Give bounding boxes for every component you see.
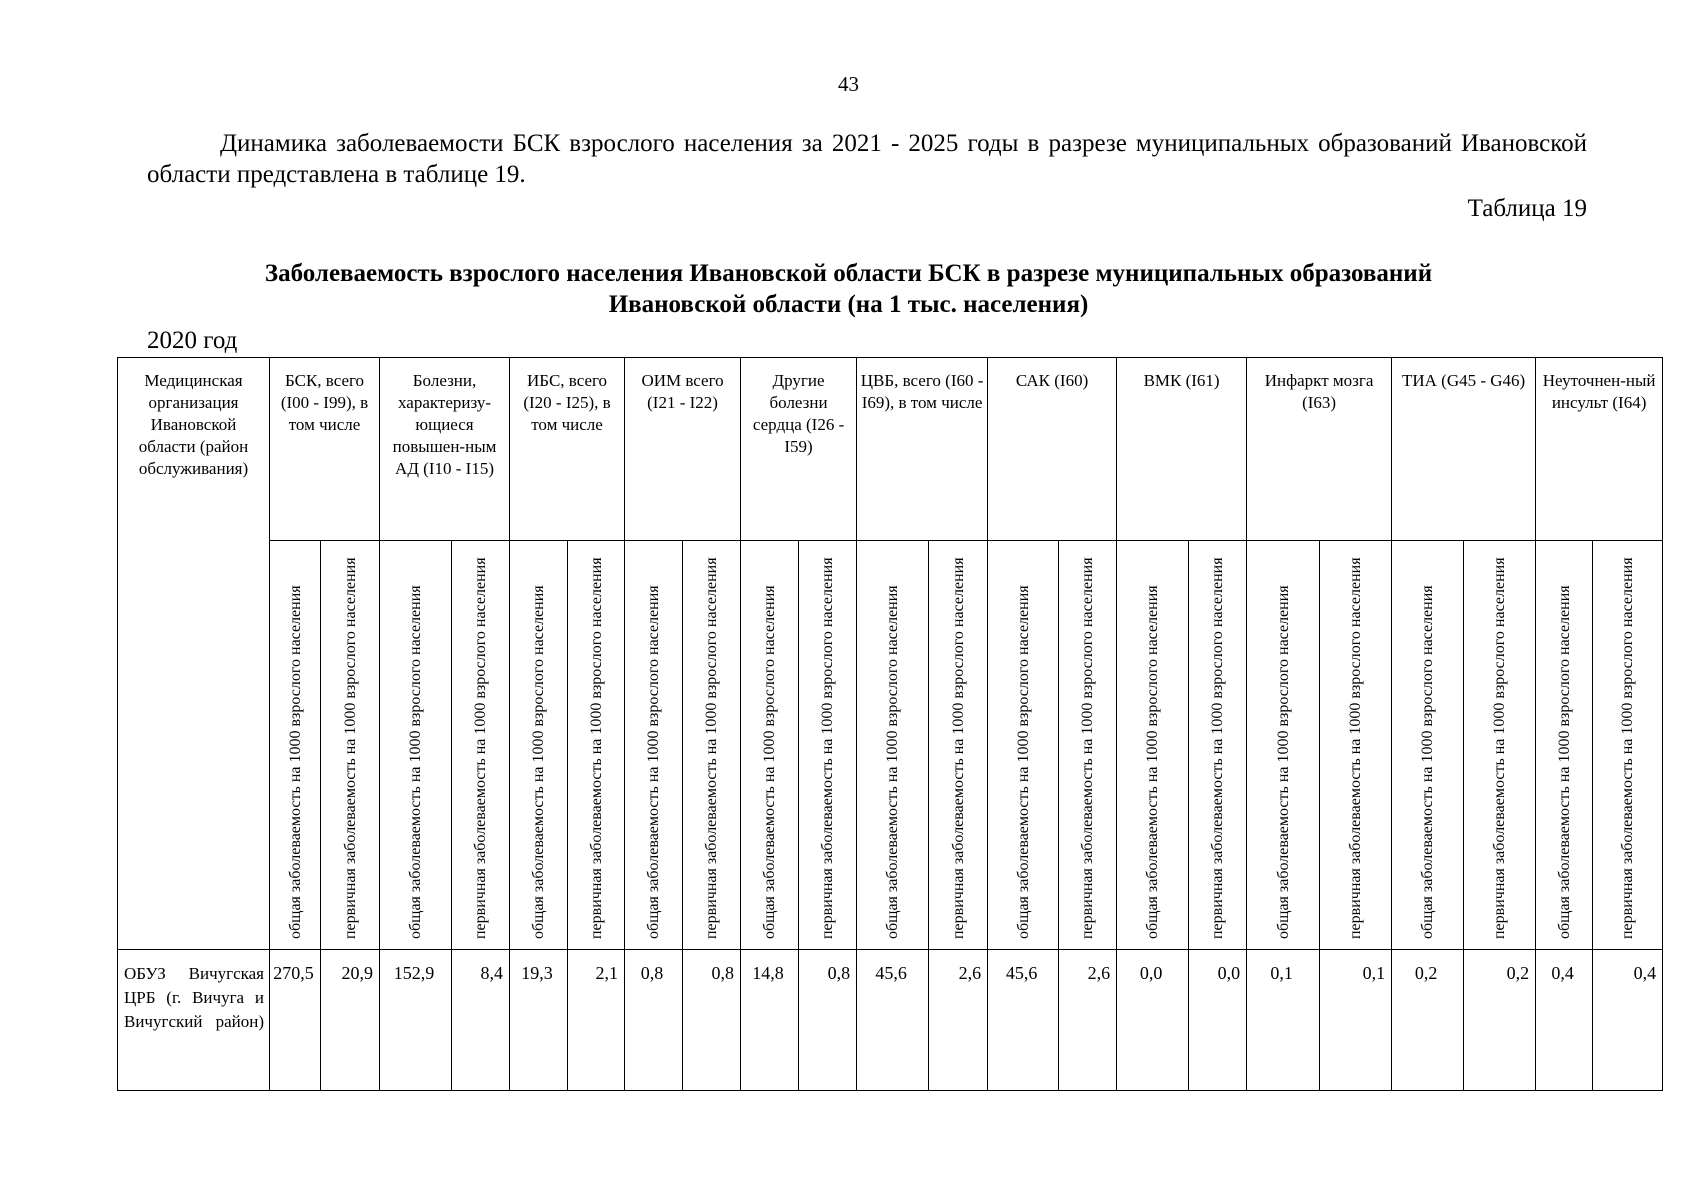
value-cell: 0,2 <box>1392 950 1464 1091</box>
sub-header-row <box>118 541 1663 950</box>
value-cell: 152,9 <box>380 950 452 1091</box>
sub-header-primary: первичная заболеваемость на 1000 взрослого населения <box>1189 541 1247 950</box>
sub-header-primary: первичная заболеваемость на 1000 взрослого населения <box>683 541 741 950</box>
group-header-sak: САК (I60) <box>988 358 1117 541</box>
value-cell: 0,1 <box>1320 950 1392 1091</box>
org-column-header: Медицинская организация Ивановской области (район обслуживания) <box>118 358 270 950</box>
value-cell: 8,4 <box>452 950 510 1091</box>
intro-paragraph: Динамика заболеваемости БСК взрослого населения за 2021 - 2025 годы в разрезе муниципальных образований Ивановской области представлена в таблице 19. <box>147 130 1587 188</box>
group-header-bsk: БСК, всего (I00 - I99), в том числе <box>270 358 380 541</box>
year-label: 2020 год <box>147 327 238 354</box>
sub-header-primary: первичная заболеваемость на 1000 взрослого населения <box>1464 541 1536 950</box>
value-cell: 0,8 <box>683 950 741 1091</box>
value-cell: 270,5 <box>270 950 321 1091</box>
sub-header-general: общая заболеваемость на 1000 взрослого населения <box>270 541 321 950</box>
table-row <box>118 950 1663 1091</box>
sub-header-general: общая заболеваемость на 1000 взрослого населения <box>625 541 683 950</box>
group-header-vmk: ВМК (I61) <box>1117 358 1247 541</box>
table-label: Таблица 19 <box>1467 195 1587 222</box>
sub-header-general: общая заболеваемость на 1000 взрослого населения <box>1117 541 1189 950</box>
group-header-row <box>118 358 1663 541</box>
morbidity-table <box>117 357 1663 1091</box>
page-number: 43 <box>838 72 859 96</box>
table-title <box>0 258 1697 320</box>
group-header-tia: ТИА (G45 - G46) <box>1392 358 1536 541</box>
sub-header-general: общая заболеваемость на 1000 взрослого населения <box>857 541 929 950</box>
sub-header-primary: первичная заболеваемость на 1000 взрослого населения <box>452 541 510 950</box>
group-header-infarct: Инфаркт мозга (I63) <box>1247 358 1392 541</box>
group-header-ibs: ИБС, всего (I20 - I25), в том числе <box>510 358 625 541</box>
table-title-line-1: Заболеваемость взрослого населения Ивановской области БСК в разрезе муниципальных образований <box>264 260 1433 287</box>
group-header-other-heart: Другие болезни сердца (I26 - I59) <box>741 358 857 541</box>
group-header-oim: ОИМ всего (I21 - I22) <box>625 358 741 541</box>
sub-header-general: общая заболеваемость на 1000 взрослого населения <box>1536 541 1593 950</box>
group-header-cvb: ЦВБ, всего (I60 - I69), в том числе <box>857 358 988 541</box>
sub-header-primary: первичная заболеваемость на 1000 взрослого населения <box>929 541 988 950</box>
value-cell: 45,6 <box>988 950 1059 1091</box>
sub-header-general: общая заболеваемость на 1000 взрослого населения <box>510 541 568 950</box>
group-header-hypertension: Болезни, характеризу-ющиеся повышен-ным АД (I10 - I15) <box>380 358 510 541</box>
value-cell: 0,4 <box>1593 950 1663 1091</box>
value-cell: 20,9 <box>321 950 380 1091</box>
value-cell: 2,1 <box>568 950 625 1091</box>
table-title-line-2: Ивановской области (на 1 тыс. населения) <box>608 291 1089 318</box>
value-cell: 0,8 <box>625 950 683 1091</box>
value-cell: 19,3 <box>510 950 568 1091</box>
sub-header-primary: первичная заболеваемость на 1000 взрослого населения <box>1320 541 1392 950</box>
sub-header-primary: первичная заболеваемость на 1000 взрослого населения <box>1593 541 1663 950</box>
sub-header-general: общая заболеваемость на 1000 взрослого населения <box>380 541 452 950</box>
sub-header-general: общая заболеваемость на 1000 взрослого населения <box>741 541 799 950</box>
value-cell: 0,0 <box>1189 950 1247 1091</box>
group-header-unspecified-stroke: Неуточнен-ный инсульт (I64) <box>1536 358 1663 541</box>
value-cell: 0,1 <box>1247 950 1320 1091</box>
sub-header-general: общая заболеваемость на 1000 взрослого населения <box>1247 541 1320 950</box>
value-cell: 0,4 <box>1536 950 1593 1091</box>
sub-header-primary: первичная заболеваемость на 1000 взрослого населения <box>1059 541 1117 950</box>
sub-header-primary: первичная заболеваемость на 1000 взрослого населения <box>568 541 625 950</box>
value-cell: 0,0 <box>1117 950 1189 1091</box>
value-cell: 0,8 <box>799 950 857 1091</box>
sub-header-primary: первичная заболеваемость на 1000 взрослого населения <box>799 541 857 950</box>
value-cell: 2,6 <box>1059 950 1117 1091</box>
value-cell: 0,2 <box>1464 950 1536 1091</box>
value-cell: 45,6 <box>857 950 929 1091</box>
sub-header-general: общая заболеваемость на 1000 взрослого населения <box>1392 541 1464 950</box>
value-cell: 2,6 <box>929 950 988 1091</box>
value-cell: 14,8 <box>741 950 799 1091</box>
org-name-cell: ОБУЗ Вичугская ЦРБ (г. Вичуга и Вичугский район) <box>118 950 270 1091</box>
sub-header-general: общая заболеваемость на 1000 взрослого населения <box>988 541 1059 950</box>
sub-header-primary: первичная заболеваемость на 1000 взрослого населения <box>321 541 380 950</box>
